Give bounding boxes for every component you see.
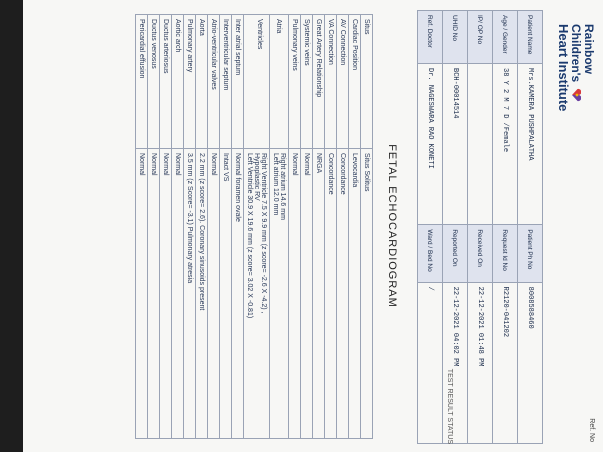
finding-value: [196, 149, 208, 439]
finding-value: [337, 149, 349, 439]
finding-row: [220, 15, 232, 439]
finding-row: [361, 15, 373, 439]
finding-label: Ductus venosus: [148, 15, 160, 149]
finding-value: [220, 149, 232, 439]
finding-label: Systemic veins: [301, 15, 313, 149]
finding-row: [325, 15, 337, 439]
finding-value: [184, 149, 196, 439]
patient-field-value: /: [418, 282, 443, 443]
patient-field-value: [468, 64, 493, 225]
finding-row: [337, 15, 349, 439]
finding-label: VA Connection: [325, 15, 337, 149]
patient-row: [468, 11, 493, 444]
finding-value: [325, 149, 337, 439]
finding-label: Pulmonary artery: [184, 15, 196, 149]
brand-line-1: Rainbow: [582, 24, 596, 74]
finding-row: [313, 15, 325, 439]
finding-value: [244, 149, 270, 439]
finding-value-line: Normal: [303, 153, 310, 176]
finding-label: Pulmonary veins: [289, 15, 301, 149]
finding-value: [172, 149, 184, 439]
finding-row: [148, 15, 160, 439]
finding-row: [232, 15, 244, 439]
finding-row: [160, 15, 172, 439]
finding-label: Situs: [361, 15, 373, 149]
finding-value-line: Concordance: [339, 153, 346, 195]
patient-field-value: Mrs.KAMERA PUSHPALATHA: [518, 64, 543, 225]
patient-field-label: UHID No: [443, 11, 468, 64]
finding-value-line: Normal: [210, 153, 217, 176]
heart-logo-icon: [571, 88, 581, 102]
finding-value: [148, 149, 160, 439]
patient-field-value: Dr. NAGESWARA RAO KONETI: [418, 64, 443, 225]
finding-value-line: Hypoplastic RV: [253, 153, 260, 201]
patient-field-value: BCH-00014514: [443, 64, 468, 225]
finding-label: Interventricular septum: [220, 15, 232, 149]
patient-field-label: Reported On: [443, 225, 468, 282]
finding-label: Ductus arteriosus: [160, 15, 172, 149]
patient-info-table: [417, 10, 543, 444]
finding-value-line: Normal: [174, 153, 181, 176]
findings-table: [135, 14, 373, 439]
finding-row: [270, 15, 289, 439]
finding-label: Aorta: [196, 15, 208, 149]
finding-row: [301, 15, 313, 439]
finding-row: [184, 15, 196, 439]
finding-value: [160, 149, 172, 439]
finding-value-line: Concordance: [327, 153, 334, 195]
finding-value-line: Right atrium 14.6 mm: [279, 153, 286, 220]
finding-value: [301, 149, 313, 439]
patient-field-value: R2120-041202: [493, 282, 518, 443]
finding-value: [232, 149, 244, 439]
hospital-logo: [556, 24, 595, 184]
patient-field-value: 8008588460: [518, 282, 543, 443]
finding-value-line: Right Ventricle 7.5 X 9.9 mm (z score= -2.6 X -4.2) ,: [260, 153, 267, 314]
finding-value: [136, 149, 148, 439]
finding-value-line: Normal: [150, 153, 157, 176]
finding-label: Aortic arch: [172, 15, 184, 149]
finding-row: [244, 15, 270, 439]
brand-line-3: Heart Institute: [555, 24, 571, 112]
patient-row: [418, 11, 443, 444]
report-title: FETAL ECHOCARDIOGRAM: [386, 144, 398, 308]
patient-field-label: Ref. Doctor: [418, 11, 443, 64]
finding-value-line: Intact VS: [222, 153, 229, 182]
finding-label: Cardiac Position: [349, 15, 361, 149]
finding-row: [196, 15, 208, 439]
finding-value-line: NRGA: [315, 153, 322, 174]
finding-value-line: Left Ventricle 30.9 X 19.6 mm (z score= 3.02 X -0.81): [246, 153, 253, 319]
patient-field-value: 38 Y 2 M 7 D /Female: [493, 64, 518, 225]
finding-value-line: Normal: [138, 153, 145, 176]
report-paper: [23, 0, 603, 452]
ref-number-label: Ref. No: [588, 418, 595, 442]
finding-value: [208, 149, 220, 439]
finding-row: [289, 15, 301, 439]
finding-value-line: Levocardia: [351, 153, 358, 188]
patient-field-value: 22-12-2021 04:02 PM: [443, 282, 468, 443]
finding-value-line: 2.2 mm (z score= 2.6). Coronary sinusoids present: [198, 153, 205, 311]
finding-value: [289, 149, 301, 439]
photo-shadow: [0, 0, 23, 452]
patient-field-label: Received On: [468, 225, 493, 282]
patient-field-label: Patient Ph No: [518, 225, 543, 282]
finding-value: [361, 149, 373, 439]
finding-value-line: Left atrium 12.0 mm: [272, 153, 279, 216]
finding-value-line: Normal: [162, 153, 169, 176]
finding-label: Inter atrial septum: [232, 15, 244, 149]
patient-field-value: 22-12-2021 01:48 PM: [468, 282, 493, 443]
patient-field-label: Patient Name: [518, 11, 543, 64]
finding-value-line: 3.5 mm (z Score= -3.1) Pulmonary atresia: [186, 153, 193, 284]
finding-label: Atria: [270, 15, 289, 149]
finding-value: [349, 149, 361, 439]
finding-row: [172, 15, 184, 439]
patient-field-label: Age / Gender: [493, 11, 518, 64]
patient-field-label: Request Id No: [493, 225, 518, 282]
finding-value-line: Situs Solitus: [363, 153, 370, 192]
finding-label: Great Artery Relationship: [313, 15, 325, 149]
finding-label: Ventricles: [244, 15, 270, 149]
finding-label: AV Connection: [337, 15, 349, 149]
finding-value: [313, 149, 325, 439]
finding-row: [136, 15, 148, 439]
finding-value-line: Normal foramen ovale: [234, 153, 241, 222]
patient-field-label: Ward / Bed No: [418, 225, 443, 282]
finding-label: Pericardial effusion: [136, 15, 148, 149]
finding-label: Atrio-ventricular valves: [208, 15, 220, 149]
patient-row: [518, 11, 543, 444]
brand-line-2: [570, 24, 583, 184]
finding-value-line: Normal: [291, 153, 298, 176]
finding-value: [270, 149, 289, 439]
brand-line-2-text: Children's: [569, 24, 584, 83]
patient-field-label: IP/ OP No: [468, 11, 493, 64]
patient-row: [493, 11, 518, 444]
finding-row: [208, 15, 220, 439]
test-result-status: TEST RESULT STATUS: [446, 368, 453, 444]
finding-row: [349, 15, 361, 439]
